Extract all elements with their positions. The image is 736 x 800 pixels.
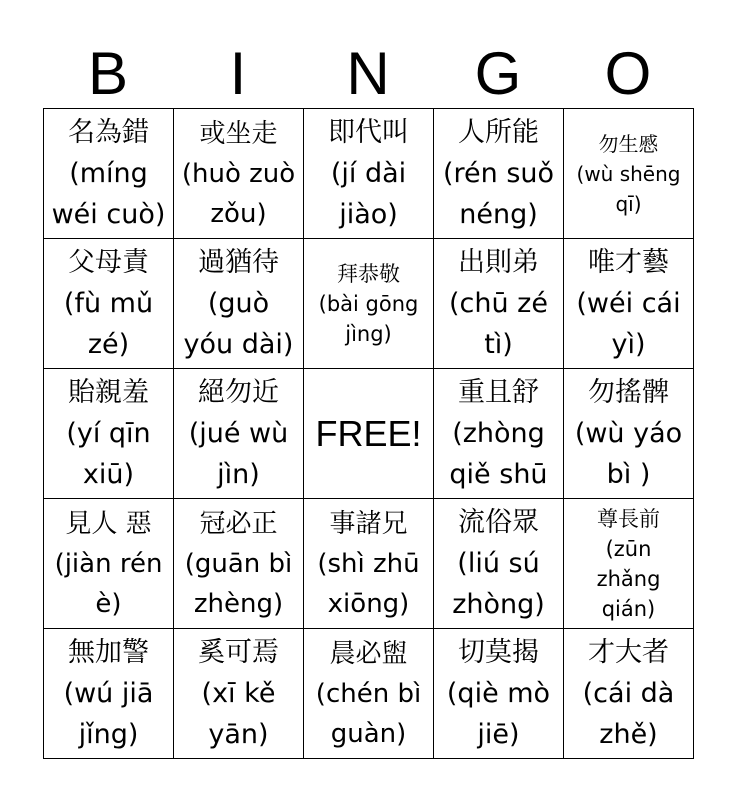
board-row: [44, 499, 694, 629]
bingo-cell[interactable]: [304, 499, 434, 629]
bingo-cell[interactable]: [434, 239, 564, 369]
bingo-cell[interactable]: [564, 369, 694, 499]
bingo-cell[interactable]: [564, 109, 694, 239]
bingo-cell[interactable]: [174, 369, 304, 499]
board-row: [44, 369, 694, 499]
cell-phrase: 貽親羞 (yí qīn xiū): [66, 377, 151, 490]
cell-phrase: 晨必盥 (chén bì guàn): [315, 638, 422, 749]
cell-phrase: 出則弟 (chū zé tì): [449, 247, 548, 360]
bingo-cell[interactable]: [564, 629, 694, 759]
cell-phrase: 或坐走 (huò zuò zǒu): [181, 118, 296, 229]
cell-phrase: 見人 惡 (jiàn rén è): [54, 508, 163, 619]
cell-phrase: 冠必正 (guān bì zhèng): [184, 508, 293, 619]
cell-phrase: 唯才藝 (wéi cái yì): [576, 247, 681, 360]
board-row: [44, 629, 694, 759]
header-letter-o: O: [604, 40, 652, 107]
cell-phrase: 父母責 (fù mǔ zé): [63, 247, 154, 360]
free-space-cell[interactable]: [304, 369, 434, 499]
cell-phrase: 絕勿近 (jué wù jìn): [188, 377, 289, 490]
bingo-cell[interactable]: [564, 499, 694, 629]
bingo-cell[interactable]: [304, 109, 434, 239]
bingo-cell[interactable]: [564, 239, 694, 369]
bingo-cell[interactable]: [44, 239, 174, 369]
header-letter-i: I: [229, 40, 247, 107]
bingo-cell[interactable]: [174, 239, 304, 369]
bingo-cell[interactable]: [174, 109, 304, 239]
cell-phrase: 勿搖髀 (wù yáo bì ): [574, 377, 683, 490]
bingo-board: [43, 108, 694, 759]
bingo-cell[interactable]: [434, 109, 564, 239]
cell-phrase: 奚可焉 (xī kě yān): [198, 637, 279, 750]
cell-phrase: 流俗眾 (liú sú zhòng): [452, 507, 545, 620]
bingo-cell[interactable]: [44, 629, 174, 759]
board-row: [44, 239, 694, 369]
header-letter-b: B: [87, 40, 129, 107]
cell-phrase: 即代叫 (jí dài jiào): [328, 117, 409, 230]
cell-phrase: 重且舒 (zhòng qiě shū: [449, 377, 548, 490]
bingo-header: [43, 40, 693, 108]
bingo-cell[interactable]: [434, 499, 564, 629]
bingo-cell[interactable]: [44, 109, 174, 239]
bingo-cell[interactable]: [44, 369, 174, 499]
cell-phrase: 名為錯 (míng wéi cuò): [51, 117, 166, 230]
cell-phrase: 事諸兄 (shì zhū xiōng): [317, 508, 420, 619]
cell-phrase: 才大者 (cái dà zhě): [582, 637, 675, 750]
bingo-cell[interactable]: [434, 629, 564, 759]
header-letter-g: G: [474, 40, 522, 107]
free-space-label: FREE!: [315, 412, 422, 454]
bingo-cell[interactable]: [434, 369, 564, 499]
bingo-cell[interactable]: [304, 629, 434, 759]
cell-phrase: 尊長前 (zūn zhǎng qián): [596, 506, 661, 621]
bingo-cell[interactable]: [304, 239, 434, 369]
bingo-cell[interactable]: [44, 499, 174, 629]
cell-phrase: 切莫揭 (qiè mò jiē): [446, 637, 551, 750]
bingo-cell[interactable]: [174, 499, 304, 629]
cell-phrase: 勿生慼 (wù shēng qī): [576, 131, 681, 216]
header-letter-n: N: [346, 40, 390, 107]
board-row: [44, 109, 694, 239]
cell-phrase: 拜恭敬 (bài gōng jìng): [318, 261, 419, 346]
cell-phrase: 人所能 (rén suǒ néng): [442, 117, 555, 230]
bingo-cell[interactable]: [174, 629, 304, 759]
cell-phrase: 無加警 (wú jiā jǐng): [63, 637, 154, 750]
cell-phrase: 過猶待 (guò yóu dài): [183, 247, 294, 360]
